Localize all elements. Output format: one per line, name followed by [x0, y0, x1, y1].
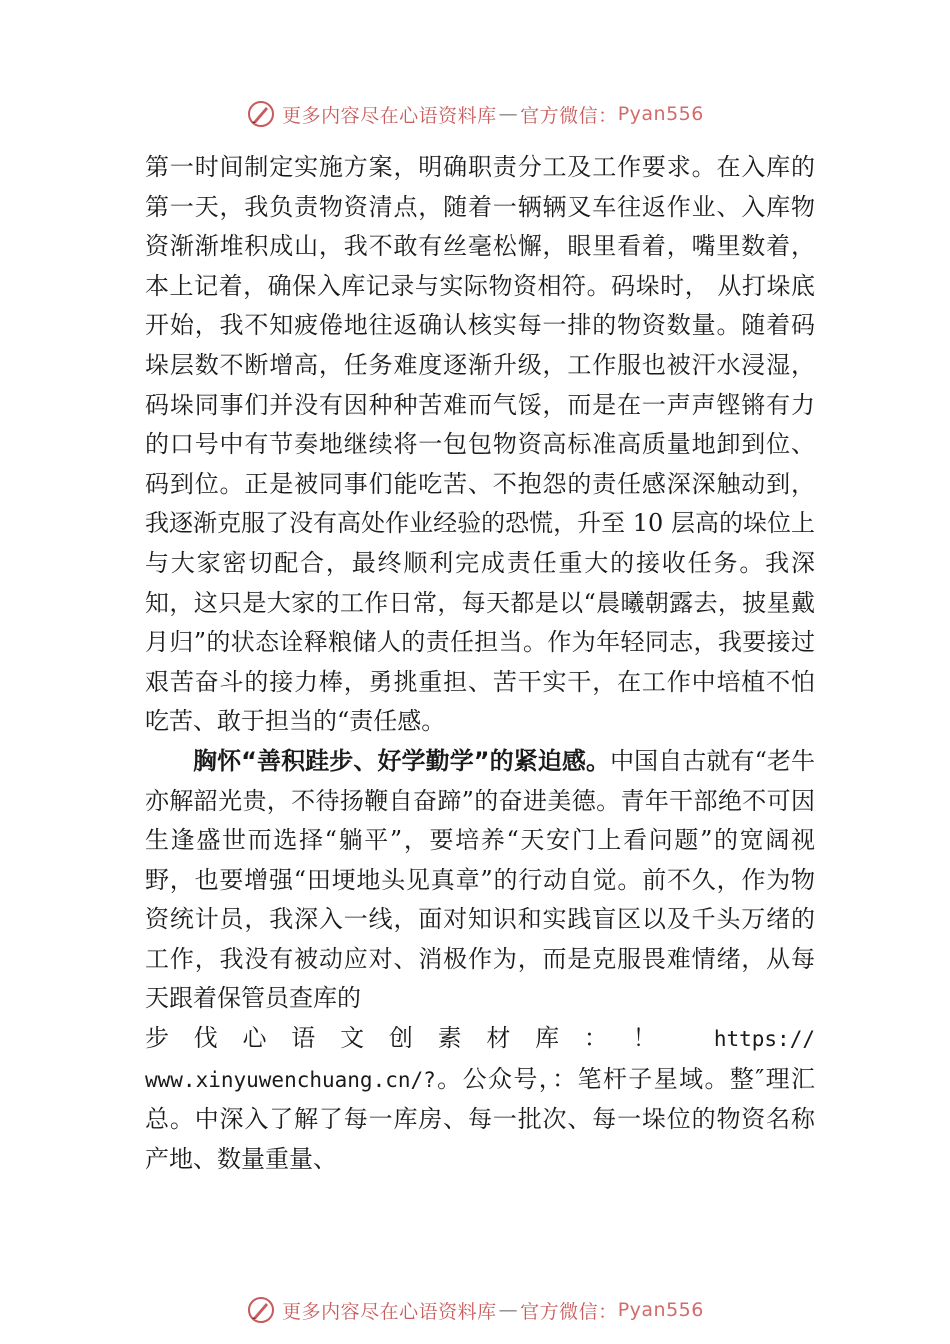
- paragraph-responsibility: 第一时间制定实施方案，明确职责分工及工作要求。在入库的第一天，我负责物资清点，随着一辆辆叉车往返作业、入库物资渐渐堆积成山，我不敢有丝毫松懈，眼里看着，嘴里数着，本上记着，确保入库记录与实际物资相符。码垛时， 从打垛底开始，我不知疲倦地往返确认核实每一排的物资数量。随着码垛层数不断增高，任务难度逐渐升级，工作服也被汗水浸湿，码垛同事们并没有因种种苦难而气馁，而是在一声声铿锵有力的口号中有节奏地继续将一包包物资高标准高质量地卸到位、码到位。正是被同事们能吃苦、不抱怨的责任感深深触动到，我逐渐克服了没有高处作业经验的恐慌，升至 10 层高的垛位上与大家密切配合，最终顺利完成责任重大的接收任务。我深知，这只是大家的工作日常，每天都是以“晨曦朝露去，披星戴月归”的状态诠释粮储人的责任担当。作为年轻同志，我要接过艰苦奋斗的接力棒，勇挑重担、苦干实干，在工作中培植不怕吃苦、敢于担当的“责任感。: [145, 153, 815, 736]
- spread-line: [145, 1019, 815, 1060]
- paragraph-urgency: [145, 742, 815, 1019]
- paragraph-heading: 胸怀“善积跬步、好学勤学”的紧迫感。: [193, 746, 611, 775]
- quill-logo-icon: [246, 1295, 276, 1325]
- quill-logo-icon: [246, 99, 276, 129]
- url-part-1: https://: [713, 1027, 815, 1052]
- watermark-text: 更多内容尽在心语资料库: [282, 104, 497, 127]
- watermark-handle: Pyan556: [617, 103, 704, 125]
- watermark-separator: —: [498, 1299, 519, 1321]
- watermark-handle: Pyan556: [617, 1299, 704, 1321]
- footer-watermark: [0, 1290, 950, 1330]
- watermark-label: 官方微信：: [520, 1300, 618, 1323]
- document-body: [145, 148, 815, 1179]
- watermark-text: 更多内容尽在心语资料库: [282, 1300, 497, 1323]
- url-part-2: www.xinyuwenchuang.cn/?: [145, 1067, 436, 1092]
- spread-text: 步伐心语文创素材库：！: [145, 1024, 682, 1053]
- header-watermark: [0, 94, 950, 134]
- watermark-separator: —: [498, 103, 519, 125]
- paragraph-text-b: 。公众号，：笔杆子星域。整″理汇总。中深入了解了每一库房、每一批次、每一垛位的物资名称产地、数量重量、: [145, 1064, 815, 1173]
- paragraph-continuation: [145, 1019, 815, 1179]
- watermark-label: 官方微信：: [520, 104, 618, 127]
- paragraph-text-a: 中国自古就有“老牛亦解韶光贵，不待扬鞭自奋蹄”的奋进美德。青年干部绝不可因生逢盛世而选择“躺平”，要培养“天安门上看问题”的宽阔视野，也要增强“田埂地头见真章”的行动自觉。前不久，作为物资统计员，我深入一线，面对知识和实践盲区以及千头万绪的工作，我没有被动应对、消极作为，而是克服畏难情绪，从每天跟着保管员查库的: [145, 746, 815, 1013]
